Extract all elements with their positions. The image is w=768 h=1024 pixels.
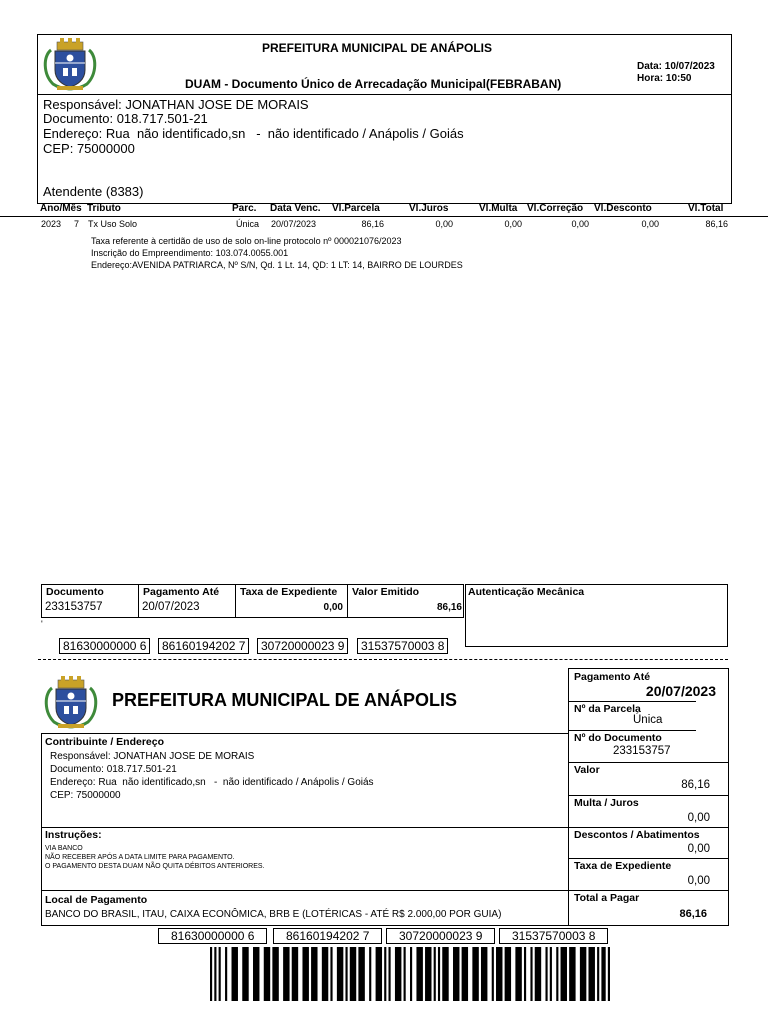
cut-line — [38, 659, 728, 660]
barcode-bar — [535, 947, 541, 1001]
barcode-bar — [601, 947, 605, 1001]
barcode-bar — [345, 947, 347, 1001]
side-divider — [568, 795, 729, 796]
row-tributo: Tx Uso Solo — [88, 219, 138, 229]
contribuinte-line: Documento: 018.717.501-21 — [50, 764, 177, 775]
summary-divider — [138, 584, 139, 618]
barcode-bar — [283, 947, 289, 1001]
col-parc: Parc. — [232, 203, 257, 214]
side-total-label: Total a Pagar — [574, 892, 640, 904]
summary-taxa: 0,00 — [323, 602, 343, 613]
barcode-bar — [384, 947, 386, 1001]
side-divider — [568, 827, 729, 828]
barcode-digits-field: 81630000000 6 — [59, 638, 150, 654]
col-parcela: Vl.Parcela — [332, 203, 380, 214]
barcode-bar — [264, 947, 270, 1001]
barcode-bar — [330, 947, 332, 1001]
barcode-digits-field: 86160194202 7 — [273, 928, 382, 944]
barcode-bar — [232, 947, 238, 1001]
instrucao-line: VIA BANCO — [45, 845, 83, 852]
barcode-bar — [453, 947, 459, 1001]
row-mes: 7 — [74, 219, 80, 229]
barcode-digits-field: 31537570003 8 — [357, 638, 448, 654]
header-title: PREFEITURA MUNICIPAL DE ANÁPOLIS — [262, 41, 493, 55]
barcode-icon — [210, 947, 610, 1001]
barcode-bar — [302, 947, 308, 1001]
print-time: Hora: 10:50 — [637, 73, 692, 82]
side-pagamento: 20/07/2023 — [645, 683, 716, 699]
contribuinte-line: Responsável: JONATHAN JOSE DE MORAIS — [50, 751, 255, 762]
summary-valor-label: Valor Emitido — [352, 586, 420, 598]
col-tributo: Tributo — [87, 203, 121, 214]
side-descontos: 0,00 — [687, 843, 710, 855]
responsavel-documento: Documento: 018.717.501-21 — [43, 111, 208, 126]
side-valor: 86,16 — [681, 779, 710, 791]
barcode-bar — [242, 947, 248, 1001]
barcode-bar — [588, 947, 594, 1001]
side-valor-label: Valor — [574, 764, 600, 776]
summary-tick: ' — [41, 619, 43, 629]
barcode-bar — [530, 947, 532, 1001]
row-total: 86,16 — [705, 219, 728, 229]
barcode-bar — [272, 947, 278, 1001]
barcode-bar — [416, 947, 422, 1001]
city-crest-icon — [41, 36, 99, 92]
slip-title: PREFEITURA MUNICIPAL DE ANÁPOLIS — [112, 690, 458, 710]
summary-taxa-label: Taxa de Expediente — [240, 586, 338, 598]
local-pagamento: BANCO DO BRASIL, ITAU, CAIXA ECONÔMICA, BRB E (LOTÉRICAS - ATÉ R$ 2.000,00 POR GUIA) — [45, 909, 502, 920]
row-desconto: 0,00 — [641, 219, 659, 229]
barcode-bar — [580, 947, 586, 1001]
responsavel-cep: CEP: 75000000 — [43, 141, 135, 156]
side-documento: 233153757 — [613, 745, 671, 757]
side-divider — [568, 858, 729, 859]
side-divider — [568, 701, 696, 702]
barcode-bar — [395, 947, 401, 1001]
note-line: Endereço:AVENIDA PATRIARCA, Nº S/N, Qd. 1 Lt. 14, QD: 1 LT: 14, BAIRRO DE LOURDES — [91, 260, 463, 270]
row-multa: 0,00 — [504, 219, 522, 229]
summary-documento: 233153757 — [45, 601, 103, 613]
side-taxa: 0,00 — [687, 875, 710, 887]
instrucoes-label: Instruções: — [45, 829, 102, 841]
side-multa-label: Multa / Juros — [574, 797, 639, 809]
row-correcao: 0,00 — [571, 219, 589, 229]
responsavel-endereco: Endereço: Rua não identificado,sn - não identificado / Anápolis / Goiás — [43, 126, 464, 141]
barcode-digits-field: 81630000000 6 — [158, 928, 267, 944]
barcode-bar — [556, 947, 558, 1001]
barcode-bar — [462, 947, 468, 1001]
barcode-bar — [376, 947, 382, 1001]
barcode-bar — [550, 947, 552, 1001]
barcode-bar — [505, 947, 511, 1001]
row-juros: 0,00 — [435, 219, 453, 229]
row-parc: Única — [236, 219, 260, 229]
side-parcela: Única — [633, 714, 663, 726]
barcode-bar — [311, 947, 317, 1001]
side-taxa-label: Taxa de Expediente — [574, 860, 672, 872]
side-divider — [568, 890, 729, 891]
summary-divider — [347, 584, 348, 618]
summary-documento-label: Documento — [46, 586, 104, 598]
autenticacao-label: Autenticação Mecânica — [468, 586, 585, 598]
barcode-bar — [496, 947, 502, 1001]
barcode-bar — [292, 947, 298, 1001]
barcode-bar — [472, 947, 478, 1001]
note-line: Inscrição do Empreendimento: 103.074.0055.001 — [91, 248, 289, 258]
col-desconto: Vl.Desconto — [594, 203, 652, 214]
barcode-bar — [337, 947, 343, 1001]
barcode-digits-field: 86160194202 7 — [158, 638, 249, 654]
barcode-bar — [561, 947, 567, 1001]
barcode-bar — [225, 947, 227, 1001]
barcode-bar — [545, 947, 547, 1001]
barcode-bar — [253, 947, 259, 1001]
instrucao-line: O PAGAMENTO DESTA DUAM NÃO QUITA DÉBITOS ANTERIORES. — [45, 863, 265, 870]
header-subtitle: DUAM - Documento Único de Arrecadação Municipal(FEBRABAN) — [185, 77, 562, 91]
barcode-bar — [515, 947, 521, 1001]
summary-pagamento: 20/07/2023 — [142, 601, 200, 613]
side-pagamento-label: Pagamento Até — [574, 671, 651, 683]
barcode-bar — [369, 947, 371, 1001]
col-juros: Vl.Juros — [409, 203, 449, 214]
barcode-bar — [214, 947, 216, 1001]
side-divider — [568, 730, 696, 731]
col-multa: Vl.Multa — [479, 203, 518, 214]
barcode-digits-field: 31537570003 8 — [499, 928, 608, 944]
barcode-bar — [597, 947, 599, 1001]
side-parcela-label: Nº da Parcela — [574, 703, 641, 715]
row-parcela: 86,16 — [361, 219, 384, 229]
side-descontos-label: Descontos / Abatimentos — [574, 829, 700, 841]
side-total: 86,16 — [679, 908, 707, 920]
barcode-digits-field: 30720000023 9 — [386, 928, 495, 944]
contribuinte-line: CEP: 75000000 — [50, 790, 121, 801]
barcode-bar — [434, 947, 436, 1001]
barcode-bar — [569, 947, 575, 1001]
responsavel-name: Responsável: JONATHAN JOSE DE MORAIS — [43, 97, 309, 112]
atendente: Atendente (8383) — [43, 184, 144, 199]
col-correcao: Vl.Correção — [527, 203, 584, 214]
barcode-digits-field: 30720000023 9 — [257, 638, 348, 654]
barcode-bar — [322, 947, 328, 1001]
barcode-bar — [404, 947, 406, 1001]
barcode-bar — [438, 947, 440, 1001]
summary-pagamento-label: Pagamento Até — [143, 586, 220, 598]
barcode-bar — [425, 947, 431, 1001]
contribuinte-line: Endereço: Rua não identificado,sn - não identificado / Anápolis / Goiás — [50, 777, 374, 788]
barcode-bar — [210, 947, 212, 1001]
barcode-bar — [388, 947, 390, 1001]
summary-divider — [235, 584, 236, 618]
barcode-bar — [442, 947, 448, 1001]
barcode-bar — [219, 947, 221, 1001]
barcode-bar — [524, 947, 526, 1001]
summary-valor: 86,16 — [436, 602, 462, 613]
barcode-bar — [410, 947, 412, 1001]
barcode-bar — [350, 947, 356, 1001]
note-line: Taxa referente à certidão de uso de solo on-line protocolo nº 000021076/2023 — [91, 236, 402, 246]
city-crest-icon — [41, 674, 101, 730]
print-date: Data: 10/07/2023 — [637, 61, 715, 72]
side-divider — [568, 762, 729, 763]
row-venc: 20/07/2023 — [271, 219, 317, 229]
col-anomes: Ano/Mês — [40, 203, 82, 214]
local-label: Local de Pagamento — [45, 894, 148, 906]
col-venc: Data Venc. — [270, 203, 321, 214]
instrucao-line: NÃO RECEBER APÓS A DATA LIMITE PARA PAGAMENTO. — [45, 854, 235, 861]
side-documento-label: Nº do Documento — [574, 732, 662, 744]
row-ano: 2023 — [41, 219, 62, 229]
barcode-bar — [608, 947, 610, 1001]
barcode-bar — [358, 947, 364, 1001]
table-header — [0, 203, 768, 217]
side-multa: 0,00 — [687, 812, 710, 824]
barcode-bar — [481, 947, 487, 1001]
contribuinte-label: Contribuinte / Endereço — [45, 736, 165, 748]
table-row — [0, 219, 768, 231]
col-total: Vl.Total — [688, 203, 724, 214]
barcode-bar — [492, 947, 494, 1001]
